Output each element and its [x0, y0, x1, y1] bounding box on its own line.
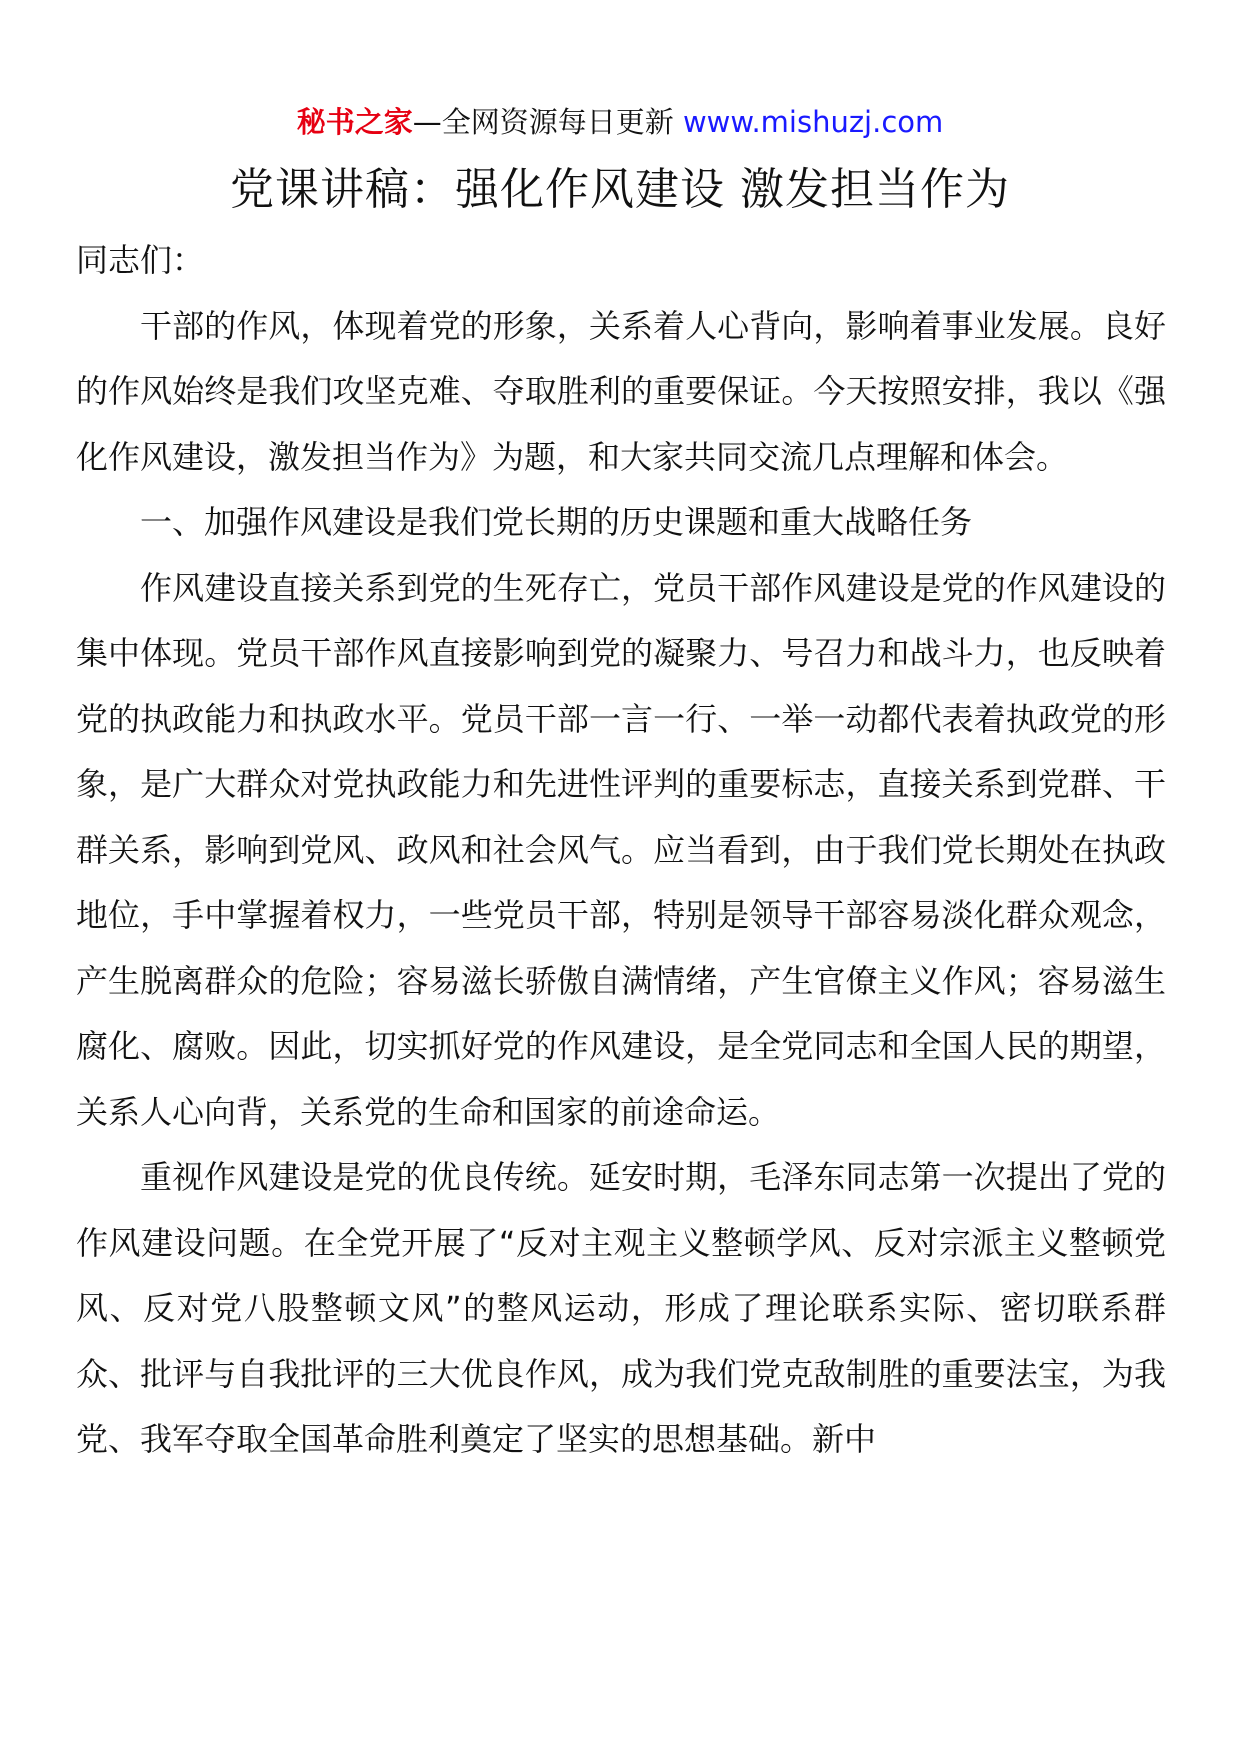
site-header: [0, 102, 1240, 142]
section-heading: 一、加强作风建设是我们党长期的历史课题和重大战略任务: [140, 503, 973, 541]
brand-name: 秘书之家: [296, 105, 413, 139]
intro-paragraph: 干部的作风，体现着党的形象，关系着人心背向，影响着事业发展。良好的作风始终是我们攻坚克难、夺取胜利的重要保证。今天按照安排，我以《强化作风建设，激发担当作为》为题，和大家共同交流几点理解和体会。: [76, 306, 1166, 476]
salutation: 同志们：: [76, 241, 205, 279]
document-body: [76, 228, 1166, 1473]
header-tagline: —全网资源每日更新: [412, 105, 683, 139]
document-title: 党课讲稿：强化作风建设 激发担当作为: [230, 164, 1010, 215]
body-paragraph-1: 作风建设直接关系到党的生死存亡，党员干部作风建设是党的作风建设的集中体现。党员干部作风直接影响到党的凝聚力、号召力和战斗力，也反映着党的执政能力和执政水平。党员干部一言一行、一举一动都代表着执政党的形象，是广大群众对党执政能力和先进性评判的重要标志，直接关系到党群、干群关系，影响到党风、政风和社会风气。应当看到，由于我们党长期处在执政地位，手中掌握着权力，一些党员干部，特别是领导干部容易淡化群众观念，产生脱离群众的危险；容易滋长骄傲自满情绪，产生官僚主义作风；容易滋生腐化、腐败。因此，切实抓好党的作风建设，是全党同志和全国人民的期望，关系人心向背，关系党的生命和国家的前途命运。: [76, 568, 1166, 1131]
body-paragraph-2: 重视作风建设是党的优良传统。延安时期，毛泽东同志第一次提出了党的作风建设问题。在全党开展了“反对主观主义整顿学风、反对宗派主义整顿党风、反对党八股整顿文风”的整风运动，形成了理论联系实际、密切联系群众、批评与自我批评的三大优良作风，成为我们党克敌制胜的重要法宝，为我党、我军夺取全国革命胜利奠定了坚实的思想基础。新中: [76, 1158, 1166, 1458]
site-url[interactable]: www.mishuzj.com: [682, 105, 944, 139]
